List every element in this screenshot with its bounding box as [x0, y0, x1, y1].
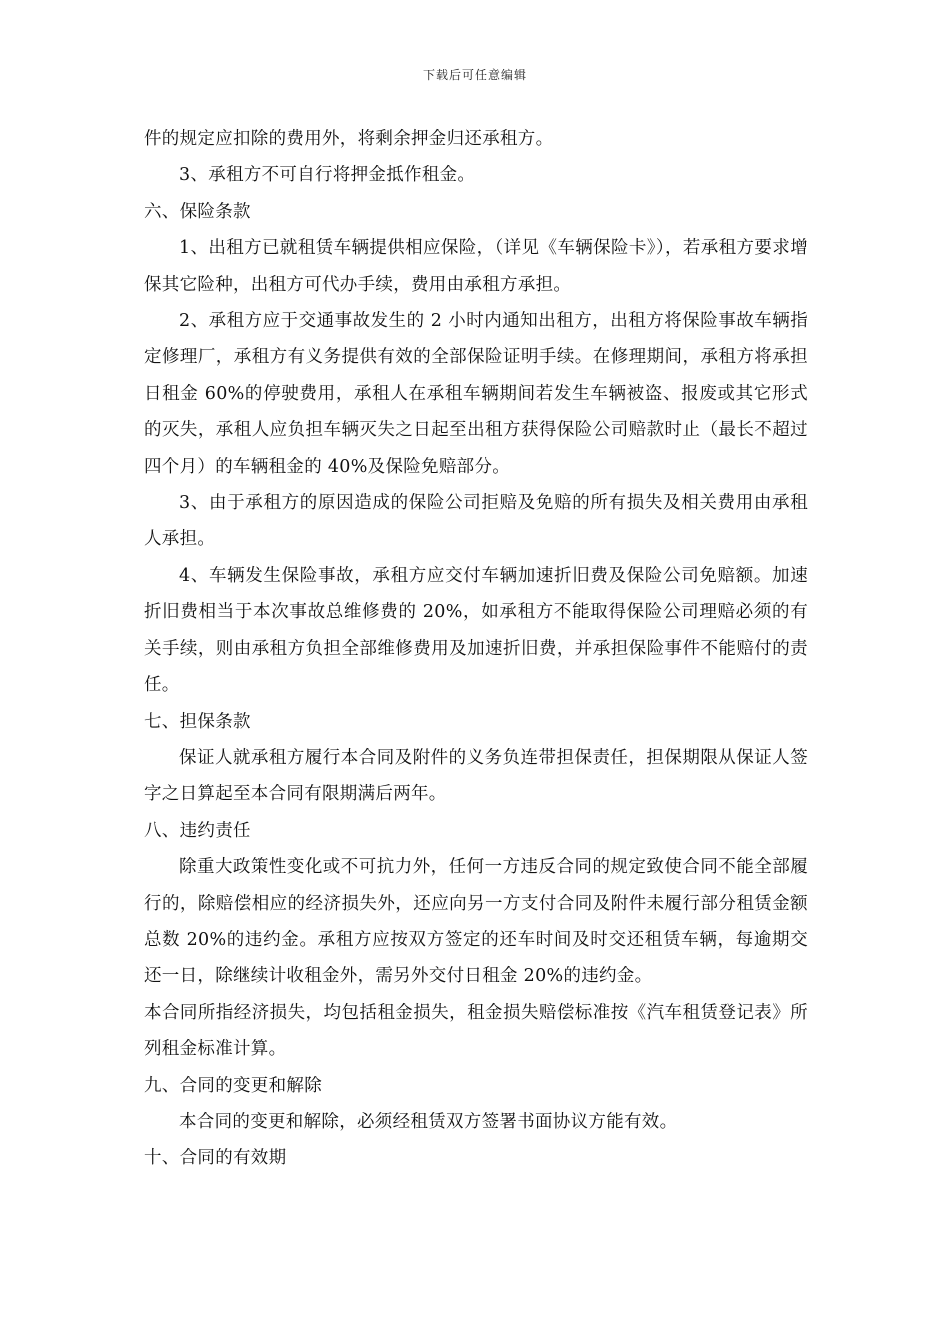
paragraph: 3、承租方不可自行将押金抵作租金。	[179, 165, 476, 186]
paragraph: 1、出租方已就租赁车辆提供相应保险，（详见《车辆保险卡》），若承租方要求增保其它险种，出租方可代办手续，费用由承租方承担。	[144, 238, 808, 295]
paragraph: 本合同所指经济损失，均包括租金损失，租金损失赔偿标准按《汽车租赁登记表》所列租金标准计算。	[144, 1002, 808, 1060]
paragraph: 3、由于承租方的原因造成的保险公司拒赔及免赔的所有损失及相关费用由承租人承担。	[144, 493, 808, 550]
document-body	[144, 121, 808, 1177]
section-heading: 六、保险条款	[144, 201, 251, 222]
section-heading: 八、违约责任	[144, 820, 251, 841]
section-heading: 十、合同的有效期	[144, 1148, 287, 1169]
paragraph: 件的规定应扣除的费用外，将剩余押金归还承租方。	[144, 129, 554, 149]
section-heading: 七、担保条款	[144, 711, 251, 732]
section-heading: 九、合同的变更和解除	[144, 1075, 322, 1096]
paragraph: 除重大政策性变化或不可抗力外，任何一方违反合同的规定致使合同不能全部履行的，除赔偿相应的经济损失外，还应向另一方支付合同及附件未履行部分租赁金额总数 20%的违约金。承租方应按双方签定的还车时间及时交还租赁车辆，每逾期交还一日，除继续计收租金外，需另外交付日租金 20%的违约金。	[144, 857, 808, 987]
page-header: 下载后可任意编辑	[422, 68, 527, 82]
paragraph: 4、车辆发生保险事故，承租方应交付车辆加速折旧费及保险公司免赔额。加速折旧费相当于本次事故总维修费的 20%，如承租方不能取得保险公司理赔必须的有关手续，则由承租方负担全部维修费用及加速折旧费，并承担保险事件不能赔付的责任。	[144, 565, 808, 696]
paragraph: 本合同的变更和解除，必须经租赁双方签署书面协议方能有效。	[179, 1111, 678, 1132]
paragraph: 保证人就承租方履行本合同及附件的义务负连带担保责任，担保期限从保证人签字之日算起至本合同有限期满后两年。	[144, 747, 808, 805]
paragraph: 2、承租方应于交通事故发生的 2 小时内通知出租方，出租方将保险事故车辆指定修理厂，承租方有义务提供有效的全部保险证明手续。在修理期间，承租方将承担日租金 60%的停驶费用，承租人在承租车辆期间若发生车辆被盗、报废或其它形式的灭失，承租人应负担车辆灭失之日起至出租方获得保险公司赔款时止（最长不超过四个月）的车辆租金的 40%及保险免赔部分。	[144, 311, 808, 477]
